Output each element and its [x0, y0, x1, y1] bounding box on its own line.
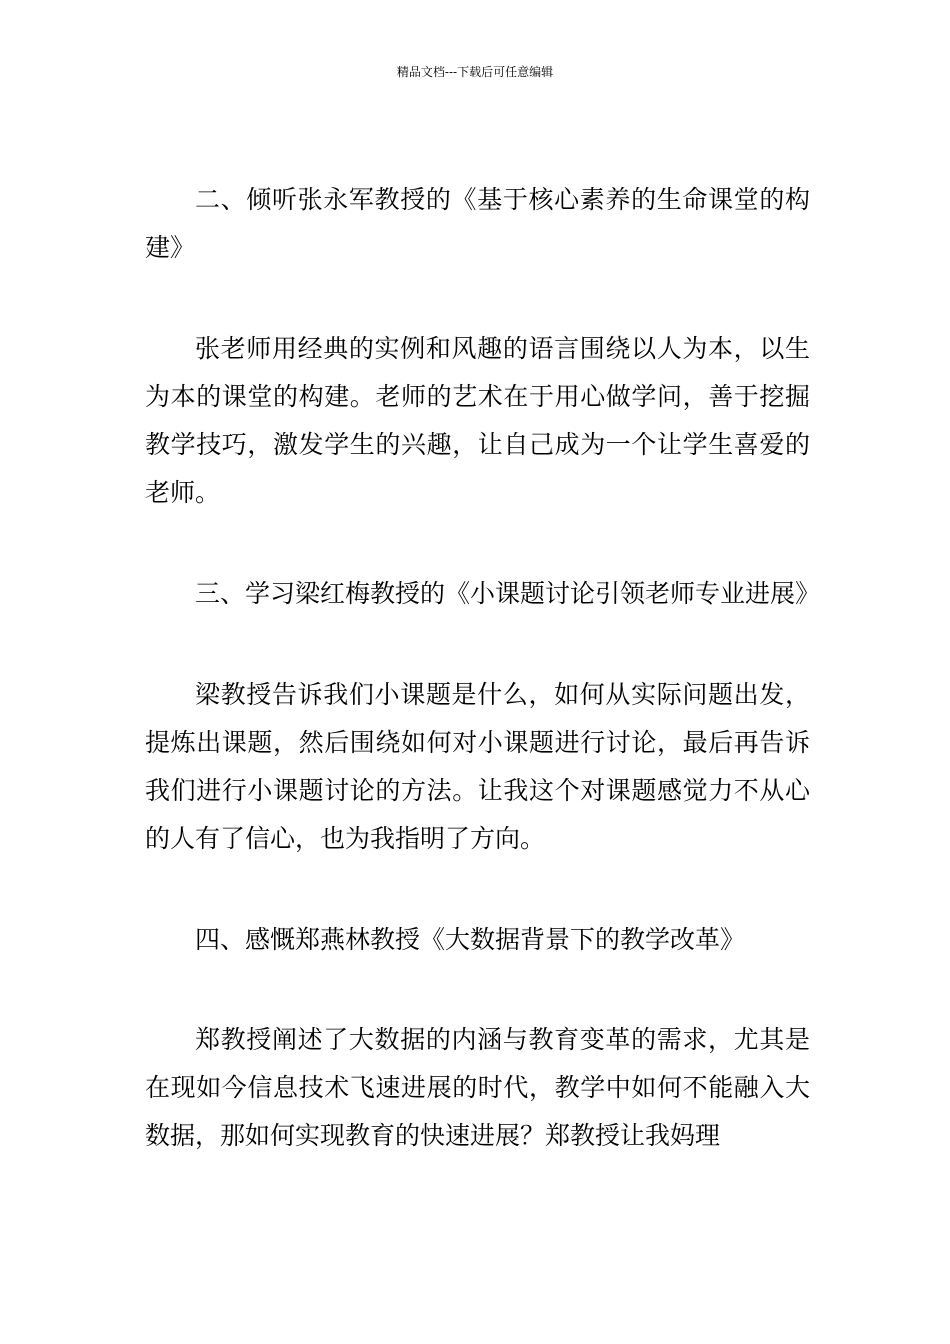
paragraph-gap: [145, 964, 810, 1016]
paragraph-gap: [145, 272, 810, 325]
paragraph-gap: [145, 517, 810, 570]
paragraph-gap: [145, 863, 810, 916]
paragraph-gap: [145, 618, 810, 671]
section-body-3: 梁教授告诉我们小课题是什么，如何从实际问题出发，提炼出课题，然后围绕如何对小课题进行讨论，最后再告诉我们进行小课题讨论的方法。让我这个对课题感觉力不从心的人有了信心，也为我指明了方向。: [145, 680, 810, 853]
document-body: [145, 176, 821, 1160]
section-body-4: 郑教授阐述了大数据的内涵与教育变革的需求，尤其是在现如今信息技术飞速进展的时代，教学中如何不能融入大数据，那如何实现教育的快速进展？郑教授让我妈理: [145, 1025, 810, 1150]
section-heading-3: 三、学习梁红梅教授的《小课题讨论引领老师专业进展》: [195, 579, 821, 608]
page-header: 精品文档---下载后可任意编辑: [396, 65, 554, 79]
section-body-2: 张老师用经典的实例和风趣的语言围绕以人为本，以生为本的课堂的构建。老师的艺术在于用心做学问，善于挖掘教学技巧，激发学生的兴趣，让自己成为一个让学生喜爱的老师。: [145, 334, 810, 507]
section-heading-4: 四、感慨郑燕林教授《大数据背景下的教学改革》: [195, 925, 746, 954]
section-heading-2: 二、倾听张永军教授的《基于核心素养的生命课堂的构建》: [145, 185, 810, 262]
